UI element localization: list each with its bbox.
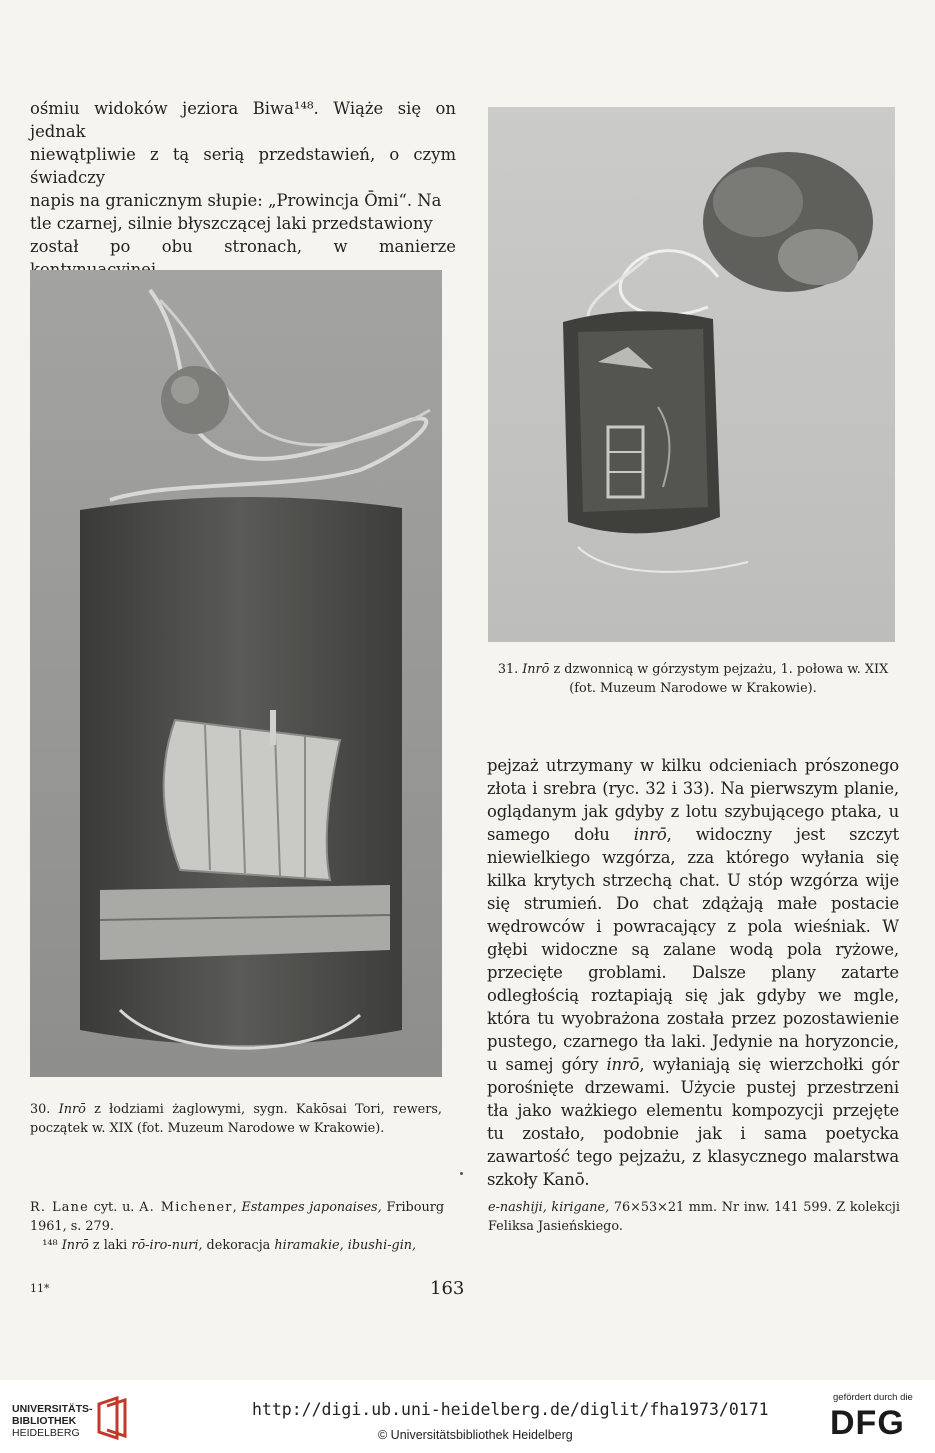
- author-name: A. Michener: [139, 1200, 233, 1215]
- author-name: R. Lane: [30, 1200, 89, 1215]
- library-line: HEIDELBERG: [12, 1427, 80, 1439]
- body-paragraph: [487, 754, 899, 1191]
- italic-term: inrō: [633, 825, 667, 844]
- figure-31-caption: [488, 660, 898, 698]
- figure-31-photo: [488, 107, 895, 642]
- library-line: BIBLIOTHEK: [12, 1415, 77, 1427]
- caption-term: Inrō: [522, 662, 550, 677]
- italic-term: e-nashiji, kirigane,: [488, 1200, 610, 1215]
- paragraph-segment: , widoczny jest szczyt niewielkiego wzgórza, zza którego wyłania się kilka krytych strzechą chat. U stóp wzgórza wije się strumień. Do chat zdążają małe postacie wędrowców i powracający z pola wieśniak. W głębi widoczne są zalane wodą pola ryżowe, przecięte groblami. Dalsze plany zatarte odległością roztapiają się jak gdyby we mgle, która tu wyobrażona została przez pozostawienie pustego, czarnego tła laki. Jedynie na horyzoncie, u samej góry: [487, 825, 899, 1074]
- text-line: tle czarnej, silnie błyszczącej laki przedstawiony: [30, 214, 433, 233]
- caption-text: z dzwonnicą w górzystym pejzażu, 1. połowa w. XIX: [549, 662, 889, 677]
- footnote-number: ¹⁴⁸: [42, 1238, 58, 1253]
- text-line: ośmiu widoków jeziora Biwa¹⁴⁸. Wiąże się on jednak: [30, 99, 456, 141]
- figure-30-photo: [30, 270, 442, 1077]
- footnote-text: dekoracja: [202, 1238, 275, 1253]
- permalink-url[interactable]: http://digi.ub.uni-heidelberg.de/diglit/fha1973/0171: [252, 1400, 769, 1419]
- inro-landscape-illustration: [488, 107, 895, 642]
- italic-term: inrō: [606, 1055, 640, 1074]
- text-line: został po obu stronach, w manierze: [30, 237, 456, 256]
- footnote-text: cyt. u.: [88, 1200, 140, 1215]
- figure-number: 31.: [497, 662, 519, 677]
- italic-term: Inrō: [61, 1238, 89, 1253]
- text-line: niewątpliwie z tą serią przedstawień, o czym świadczy: [30, 145, 456, 187]
- footnote-text: Fribourg 1961, s. 279.: [30, 1200, 445, 1234]
- figure-number: 30.: [30, 1102, 51, 1117]
- footnote-text: 76×53×21 mm. Nr inw. 141 599. Z kolekcji Feliksa Jasieńskiego.: [488, 1200, 900, 1234]
- footnote-text: z laki: [88, 1238, 132, 1253]
- figure-30-caption: [30, 1100, 442, 1138]
- caption-term: Inrō: [58, 1102, 86, 1117]
- page-number: 163: [430, 1278, 465, 1299]
- footnote-left: R. Lane cyt. u. A. Michener, Estampes japonaises, Fribourg 1961, s. 279. ¹⁴⁸ Inrō z laki rō-iro-nuri, dekoracja hiramakie, ibushi-gin,: [30, 1200, 445, 1253]
- copyright-notice: © Universitätsbibliothek Heidelberg: [378, 1428, 573, 1442]
- italic-term: rō-iro-nuri,: [131, 1238, 203, 1253]
- paragraph-segment: , wyłaniają się wierzchołki gór porośnięte drzewami. Użycie pustej przestrzeni tła jako ważkiego elementu kompozycji przejęte tu zostało, podobnie jak i sama poetycka zawartość tego pejzażu, z klasycznego malarstwa szkoły Kanō.: [487, 1055, 899, 1189]
- left-column-text: [30, 97, 456, 281]
- funding-label: gefördert durch die: [833, 1392, 913, 1403]
- text-line: napis na granicznym słupie: „Prowincja Ōmi“. Na: [30, 191, 442, 210]
- caption-text: z łodziami żaglowymi, sygn. Kakōsai Tori, rewers, początek w. XIX (fot. Muzeum Narodowe w Krakowie).: [30, 1102, 442, 1136]
- caption-line: (fot. Muzeum Narodowe w Krakowie).: [569, 681, 817, 696]
- book-title: Estampes japonaises,: [241, 1200, 382, 1215]
- caption-line: [488, 660, 898, 679]
- italic-term: hiramakie, ibushi-gin,: [274, 1238, 417, 1253]
- right-column-text: [487, 754, 899, 1191]
- library-line: UNIVERSITÄTS-: [12, 1403, 93, 1415]
- library-name: [12, 1403, 93, 1439]
- dfg-logo: DFG: [830, 1404, 905, 1442]
- paragraph-segment: pejzaż utrzymany w kilku odcieniach prószonego złota i srebra (ryc. 32 i 33). Na pierwszym planie, oglądanym jak gdyby z lotu szybującego ptaka, u samego dołu: [487, 756, 899, 844]
- inro-boat-illustration: [30, 270, 442, 1077]
- separator-dot: [460, 1172, 463, 1175]
- signature-mark: 11*: [30, 1282, 50, 1295]
- footnote-right: [488, 1198, 900, 1236]
- library-logo-icon: [95, 1396, 129, 1440]
